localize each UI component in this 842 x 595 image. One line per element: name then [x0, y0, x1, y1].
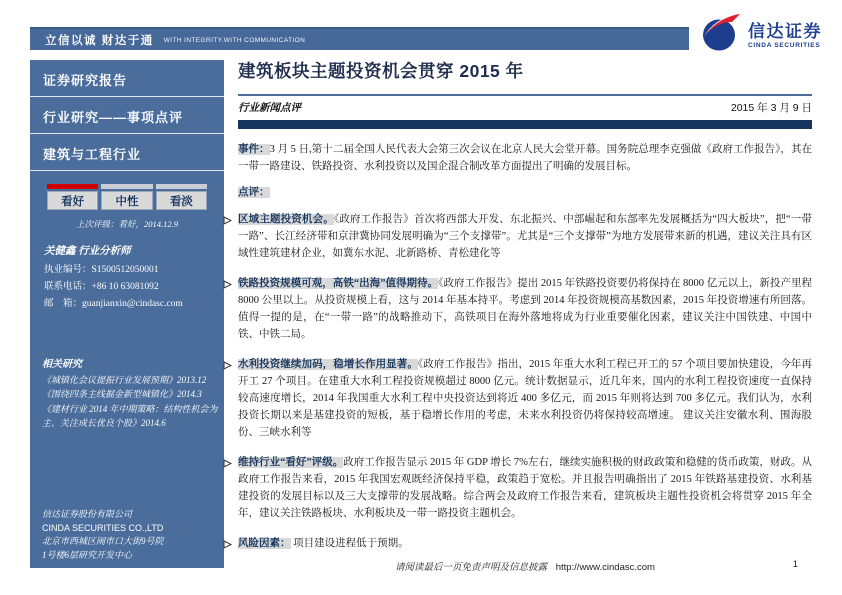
company-name-en: CINDA SECURITIES CO.,LTD	[42, 522, 164, 533]
logo-name-en: CINDA SECURITIES	[748, 41, 821, 49]
cinda-logo	[700, 13, 822, 58]
rating-active-indicator	[47, 184, 98, 189]
bullet-item-railway-investment	[238, 275, 812, 343]
rating-selector	[47, 184, 207, 230]
brand-tagline-en: WITH INTEGRITY.WITH COMMUNICATION	[163, 37, 306, 44]
analyst-block	[44, 243, 216, 313]
analyst-license: 执业编号：S1500512050001	[44, 264, 159, 275]
bullet-lead: 铁路投资规模可观，高铁“出海”值得期待。	[238, 278, 439, 289]
rating-button-neutral: 中性	[101, 191, 152, 210]
company-address-line2: 1号楼6层研究开发中心	[42, 549, 133, 560]
previous-rating-note: 上次评级：看好，2014.12.9	[75, 219, 178, 229]
bullet-item-maintain-rating	[238, 454, 812, 522]
bullet-text: 《政府工作报告》指出，2015 年重大水利工程已开工的 57 个项目要加快建设，今年再开工 27 个项目。在建重大水利工程投资规模超过 8000 亿元。统计数据显示，近几年来，国内的水利工程投资速度一直保持较高速度增长，2014 年我国重大水利工程中央投资达到将近 400 多亿元，而 2015 年则将达到 700 多亿元。我们认为，水利投资长期以来是基建投资的短板，基于稳增长作用的考虑，未来水利投资仍将保持较高增速。 建议关注安徽水利、围海股份、三峡水利等	[238, 359, 813, 438]
arrowhead-bullet-icon	[223, 278, 232, 287]
report-subtype-label: 行业新闻点评	[238, 103, 301, 114]
rating-button-negative: 看淡	[156, 191, 207, 210]
event-text: 3 月 5 日,第十二届全国人民代表大会第三次会议在北京人民大会堂开幕。国务院总理李克强做《政府工作报告》，其在一带一路建设、铁路投资、水利投资以及国企混合制改革方面提出了明确的发展目标。	[238, 144, 812, 172]
report-body	[238, 58, 812, 565]
arrowhead-bullet-icon	[223, 214, 232, 223]
bullet-lead: 风险因素：	[238, 538, 291, 549]
bullet-text: 政府工作报告显示 2015 年 GDP 增长 7%左右，继续实施积极的财政政策和稳健的货币政策，财政。从政府工作报告来看，2015 年我国宏观既经济保持平稳，政策趋于宽松。并且报告明确指出了 2015 年铁路基建投资、水利基建投资的发展目标以及三大支撑带的发展战略。综合两会及政府工作报告来看，建筑板块主题性投资机会将贯穿 2015 年全年，建议关注铁路板块、水利板块及一带一路投资主题机会。	[238, 457, 812, 519]
brand-bar	[30, 27, 689, 50]
company-address-line1: 北京市西城区闹市口大街9号院	[42, 536, 164, 546]
globe-swoosh-icon	[700, 13, 742, 58]
arrowhead-bullet-icon	[223, 359, 232, 368]
bullet-lead: 维持行业“看好”评级。	[238, 457, 344, 468]
arrowhead-bullet-icon	[223, 457, 232, 466]
bullet-item-water-investment	[238, 356, 812, 441]
related-research-block	[42, 357, 219, 431]
page-number: 1	[792, 559, 798, 570]
page-title: 建筑板块主题投资机会贯穿 2015 年	[238, 61, 524, 81]
report-date: 2015 年 3 月 9 日	[730, 102, 812, 114]
bullet-text: 《政府工作报告》提出 2015 年铁路投资要仍将保持在 8000 亿元以上，新投产里程 8000 公里以上。从投资规模上看，这与 2014 年基本持平。考虑到 2014 年投资规模高基数因素，2015 年投资增速有所回落。值得一提的是，在“一带一路”的战略推动下，高铁项目在海外落地将成为行业重要催化因素，建议关注中国铁建、中国中铁、中铁二局。	[238, 278, 813, 340]
related-research-item: 《围绕四条主线掘金新型城镇化》2014.3	[42, 389, 202, 400]
logo-name-cn: 信达证券	[748, 21, 822, 41]
rating-indicator	[156, 184, 207, 189]
brand-tagline-cn: 立信以诚 财达于通	[45, 34, 154, 47]
footer-url-link[interactable]: http://www.cindasc.com	[555, 562, 655, 573]
company-zip: 邮编：100031	[42, 568, 97, 578]
bullet-lead: 区域主题投资机会。	[238, 214, 334, 225]
related-research-heading: 相关研究	[42, 359, 82, 370]
report-info-sidebar	[30, 60, 224, 578]
section-divider-bar	[238, 120, 812, 129]
footer-disclaimer: 请阅读最后一页免责声明及信息披露	[395, 563, 548, 573]
analyst-email[interactable]: 邮 箱：guanjianxin@cindasc.com	[44, 299, 183, 310]
comment-section-label: 点评：	[238, 187, 270, 198]
bullet-text: 项目建设进程低于预期。	[293, 538, 409, 549]
arrowhead-bullet-icon	[223, 538, 232, 547]
comment-bullet-list	[238, 211, 812, 552]
sidebar-item-report-type: 证券研究报告	[30, 60, 224, 97]
event-label: 事件：	[238, 144, 270, 155]
bullet-lead: 水利投资继续加码，稳增长作用显著。	[238, 359, 418, 370]
sidebar-item-industry: 建筑与工程行业	[30, 134, 224, 171]
bullet-item-regional-themes	[238, 211, 812, 262]
analyst-name: 关健鑫 行业分析师	[44, 246, 131, 257]
event-paragraph	[238, 141, 812, 175]
related-research-item: 《建材行业 2014 年中期策略：结构性机会为主、关注成长优良个股》2014.6	[42, 403, 218, 429]
analyst-phone: 联系电话：+86 10 63081092	[44, 281, 159, 292]
sidebar-item-research-category: 行业研究——事项点评	[30, 97, 224, 134]
related-research-item: 《城镇化会议提振行业发展预期》2013.12	[42, 375, 207, 385]
bullet-item-risk-factors	[238, 535, 812, 552]
company-address-block	[42, 508, 219, 581]
company-name-cn: 信达证券股份有限公司	[42, 509, 133, 519]
rating-indicator	[101, 184, 152, 189]
rating-button-positive: 看好	[47, 191, 98, 210]
title-divider	[238, 94, 812, 96]
bullet-text: 《政府工作报告》首次将西部大开发、东北振兴、中部崛起和东部率先发展概括为“四大板块”，把“一带一路”、长江经济带和京津冀协同发展明确为“三个支撑带”。尤其是“三个支撑带”为地方发展带来新的机遇，建议关注具有区域性建筑建材企业，如冀东水泥、北新路桥、青松建化等	[238, 214, 812, 259]
page-footer	[238, 559, 812, 575]
